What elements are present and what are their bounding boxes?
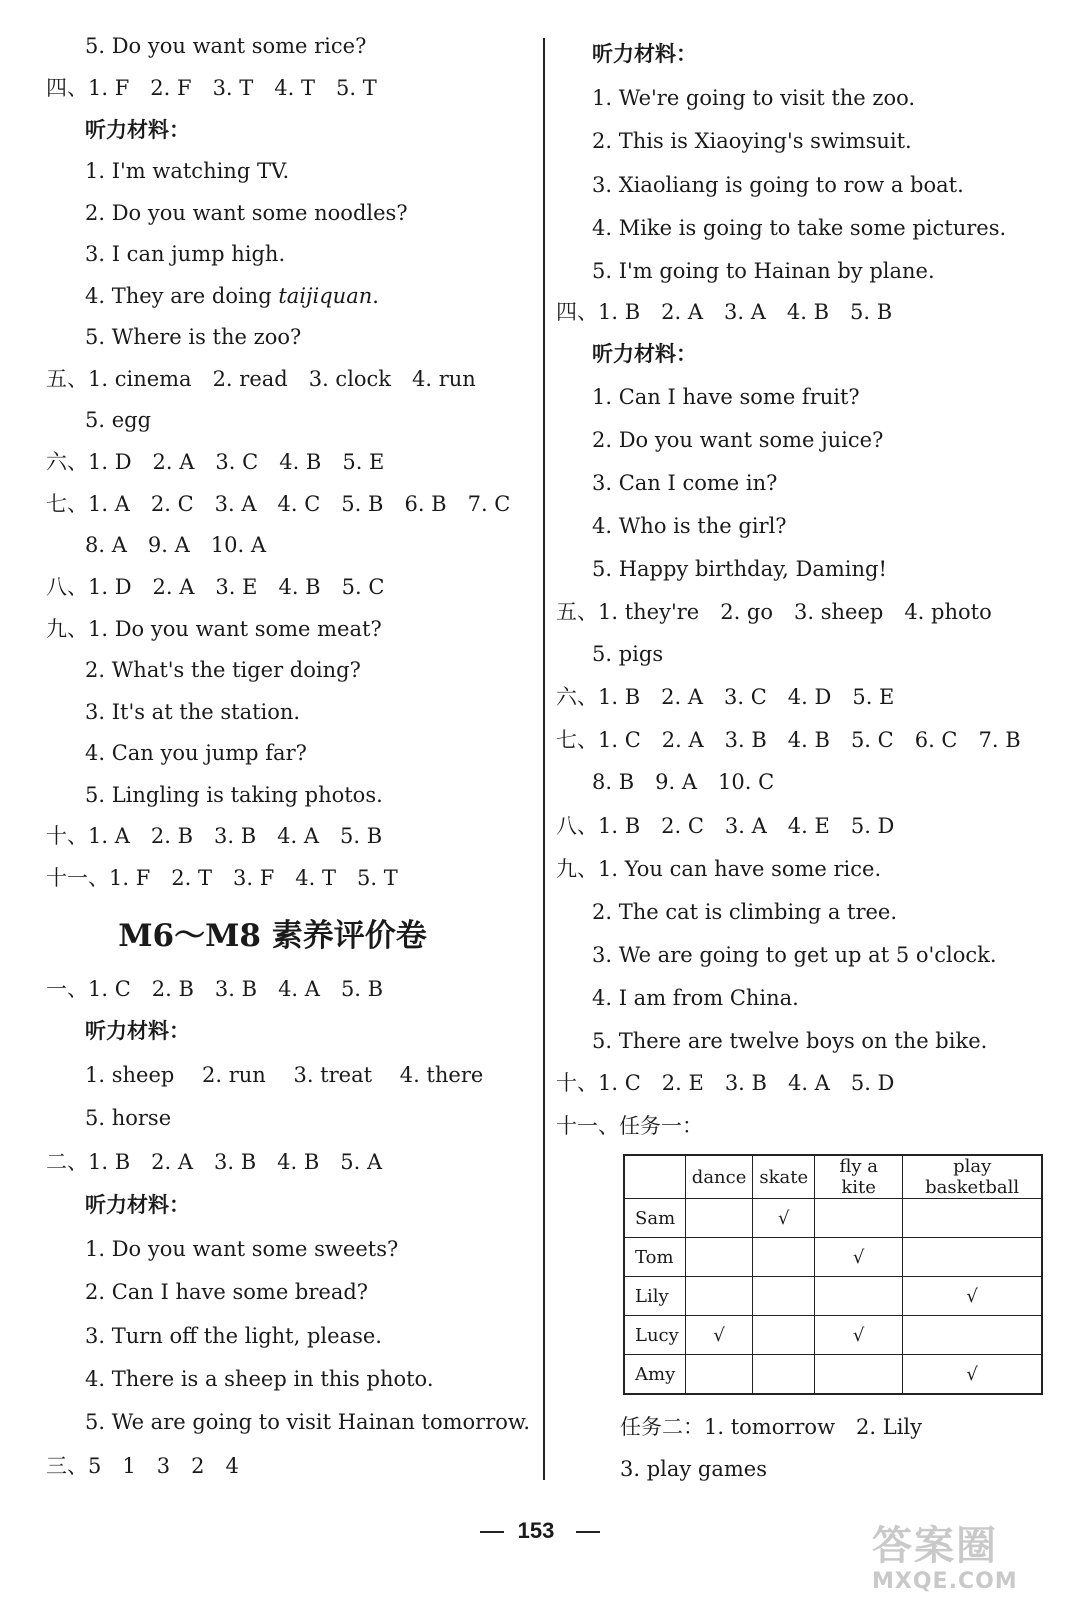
- table-header-cell: fly a kite: [815, 1155, 903, 1199]
- answer-line: 2. Do you want some juice?: [592, 428, 884, 452]
- answer-line: 2. What's the tiger doing?: [85, 658, 361, 682]
- answer-line: 5. I'm going to Hainan by plane.: [592, 259, 935, 283]
- answer-line: 1. sheep 2. run 3. treat 4. there: [85, 1063, 484, 1087]
- listening-material-heading: 听力材料：: [85, 1018, 190, 1043]
- answer-line: 4. Who is the girl?: [592, 514, 787, 538]
- answer-line: 六、1. B 2. A 3. C 4. D 5. E: [556, 685, 895, 709]
- answer-line: 5. Do you want some rice?: [85, 34, 367, 58]
- watermark-bottom: MXQE.COM: [872, 1569, 1018, 1594]
- table-cell: [753, 1277, 815, 1316]
- table-header-row: [624, 1155, 1042, 1199]
- table-cell: [753, 1316, 815, 1355]
- answer-line: 一、1. C 2. B 3. B 4. A 5. B: [46, 977, 384, 1001]
- table-cell: Amy: [624, 1355, 685, 1395]
- table-cell: [753, 1238, 815, 1277]
- table-cell: √: [815, 1316, 903, 1355]
- table-cell: Tom: [624, 1238, 685, 1277]
- answer-italic: taijiquan: [278, 284, 373, 308]
- answer-line: 三、5 1 3 2 4: [46, 1454, 239, 1478]
- answer-line: 1. I'm watching TV.: [85, 159, 290, 183]
- answer-line: 5. There are twelve boys on the bike.: [592, 1029, 988, 1053]
- answer-line: 1. We're going to visit the zoo.: [592, 86, 916, 110]
- table-header-cell: skate: [753, 1155, 815, 1199]
- answer-line: 八、1. D 2. A 3. E 4. B 5. C: [46, 575, 385, 599]
- answer-line: 七、1. A 2. C 3. A 4. C 5. B 6. B 7. C: [46, 492, 511, 516]
- page-number: 153: [517, 1518, 555, 1543]
- answer-line: 七、1. C 2. A 3. B 4. B 5. C 6. C 7. B: [556, 728, 1021, 752]
- answer-line: 四、1. F 2. F 3. T 4. T 5. T: [46, 76, 377, 100]
- table-row: [624, 1199, 1042, 1238]
- answer-line: 九、1. Do you want some meat?: [46, 617, 382, 641]
- answer-line: 二、1. B 2. A 3. B 4. B 5. A: [46, 1150, 383, 1174]
- answer-line: 8. B 9. A 10. C: [592, 770, 775, 794]
- table-cell: [685, 1277, 753, 1316]
- answer-line: 任务二：1. tomorrow 2. Lily: [620, 1415, 922, 1439]
- listening-material-heading: 听力材料：: [85, 117, 190, 142]
- answer-line: 2. This is Xiaoying's swimsuit.: [592, 129, 912, 153]
- answer-line: 五、1. cinema 2. read 3. clock 4. run: [46, 367, 476, 391]
- answer-line: 5. Lingling is taking photos.: [85, 783, 383, 807]
- answer-line: 十一、任务一：: [556, 1114, 703, 1138]
- table-row: [624, 1277, 1042, 1316]
- answer-line: 五、1. they're 2. go 3. sheep 4. photo: [556, 600, 992, 624]
- answer-line: 四、1. B 2. A 3. A 4. B 5. B: [556, 300, 893, 324]
- watermark-top: 答案圈: [872, 1523, 998, 1569]
- answer-text: 4. They are doing: [85, 284, 279, 308]
- section-title: M6～M8 素养评价卷: [118, 918, 427, 954]
- table-cell: √: [753, 1199, 815, 1238]
- table-cell: Lucy: [624, 1316, 685, 1355]
- table-cell: [685, 1199, 753, 1238]
- table-cell: Sam: [624, 1199, 685, 1238]
- answer-line: 3. I can jump high.: [85, 242, 286, 266]
- table-header-cell: play basketball: [903, 1155, 1043, 1199]
- answer-line: 3. play games: [620, 1457, 768, 1481]
- watermark-logo: [872, 1514, 1062, 1594]
- answer-line: 十、1. A 2. B 3. B 4. A 5. B: [46, 824, 383, 848]
- answer-line: 4. Can you jump far?: [85, 741, 307, 765]
- table-cell: [903, 1316, 1043, 1355]
- answer-line: 5. Where is the zoo?: [85, 325, 302, 349]
- answer-line: [85, 282, 379, 310]
- table-cell: [685, 1238, 753, 1277]
- answer-text: .: [372, 284, 379, 308]
- table-row: [624, 1355, 1042, 1395]
- answer-line: 4. Mike is going to take some pictures.: [592, 216, 1007, 240]
- table-cell: [903, 1238, 1043, 1277]
- listening-material-heading: 听力材料：: [85, 1192, 190, 1217]
- answer-line: 5. We are going to visit Hainan tomorrow.: [85, 1410, 531, 1434]
- answer-line: 六、1. D 2. A 3. C 4. B 5. E: [46, 450, 385, 474]
- answer-line: 1. Do you want some sweets?: [85, 1237, 399, 1261]
- table-header-cell: [624, 1155, 685, 1199]
- table-cell: Lily: [624, 1277, 685, 1316]
- table-cell: [815, 1355, 903, 1395]
- answer-line: 5. horse: [85, 1106, 172, 1130]
- table-cell: √: [903, 1355, 1043, 1395]
- answer-line: 2. Can I have some bread?: [85, 1280, 369, 1304]
- answer-line: 8. A 9. A 10. A: [85, 533, 266, 557]
- listening-material-heading: 听力材料：: [592, 41, 697, 66]
- answer-line: 5. egg: [85, 408, 152, 432]
- answer-line: 5. Happy birthday, Daming!: [592, 557, 887, 581]
- table-cell: √: [903, 1277, 1043, 1316]
- answer-line: 1. Can I have some fruit?: [592, 385, 860, 409]
- answer-line: 3. Can I come in?: [592, 471, 778, 495]
- answer-line: 2. The cat is climbing a tree.: [592, 900, 898, 924]
- answer-line: 十一、1. F 2. T 3. F 4. T 5. T: [46, 866, 398, 890]
- answer-line: 3. Xiaoliang is going to row a boat.: [592, 173, 964, 197]
- table-row: [624, 1316, 1042, 1355]
- listening-material-heading: 听力材料：: [592, 341, 697, 366]
- answer-line: 4. There is a sheep in this photo.: [85, 1367, 434, 1391]
- answer-line: 3. Turn off the light, please.: [85, 1324, 382, 1348]
- table-cell: √: [815, 1238, 903, 1277]
- table-header-cell: dance: [685, 1155, 753, 1199]
- answer-line: 2. Do you want some noodles?: [85, 201, 408, 225]
- table-cell: [815, 1277, 903, 1316]
- answer-line: 5. pigs: [592, 642, 664, 666]
- answer-line: 八、1. B 2. C 3. A 4. E 5. D: [556, 814, 895, 838]
- answer-line: 3. We are going to get up at 5 o'clock.: [592, 943, 997, 967]
- answer-line: 4. I am from China.: [592, 986, 799, 1010]
- table-cell: [815, 1199, 903, 1238]
- table-cell: [685, 1355, 753, 1395]
- activity-table: [623, 1154, 1043, 1395]
- answer-line: 3. It's at the station.: [85, 700, 301, 724]
- page-number-dash: [576, 1531, 600, 1533]
- answer-line: 十、1. C 2. E 3. B 4. A 5. D: [556, 1071, 895, 1095]
- table-cell: √: [685, 1316, 753, 1355]
- answer-line: 九、1. You can have some rice.: [556, 857, 882, 881]
- table-cell: [753, 1355, 815, 1395]
- table-cell: [903, 1199, 1043, 1238]
- table-row: [624, 1238, 1042, 1277]
- column-divider: [543, 38, 545, 1480]
